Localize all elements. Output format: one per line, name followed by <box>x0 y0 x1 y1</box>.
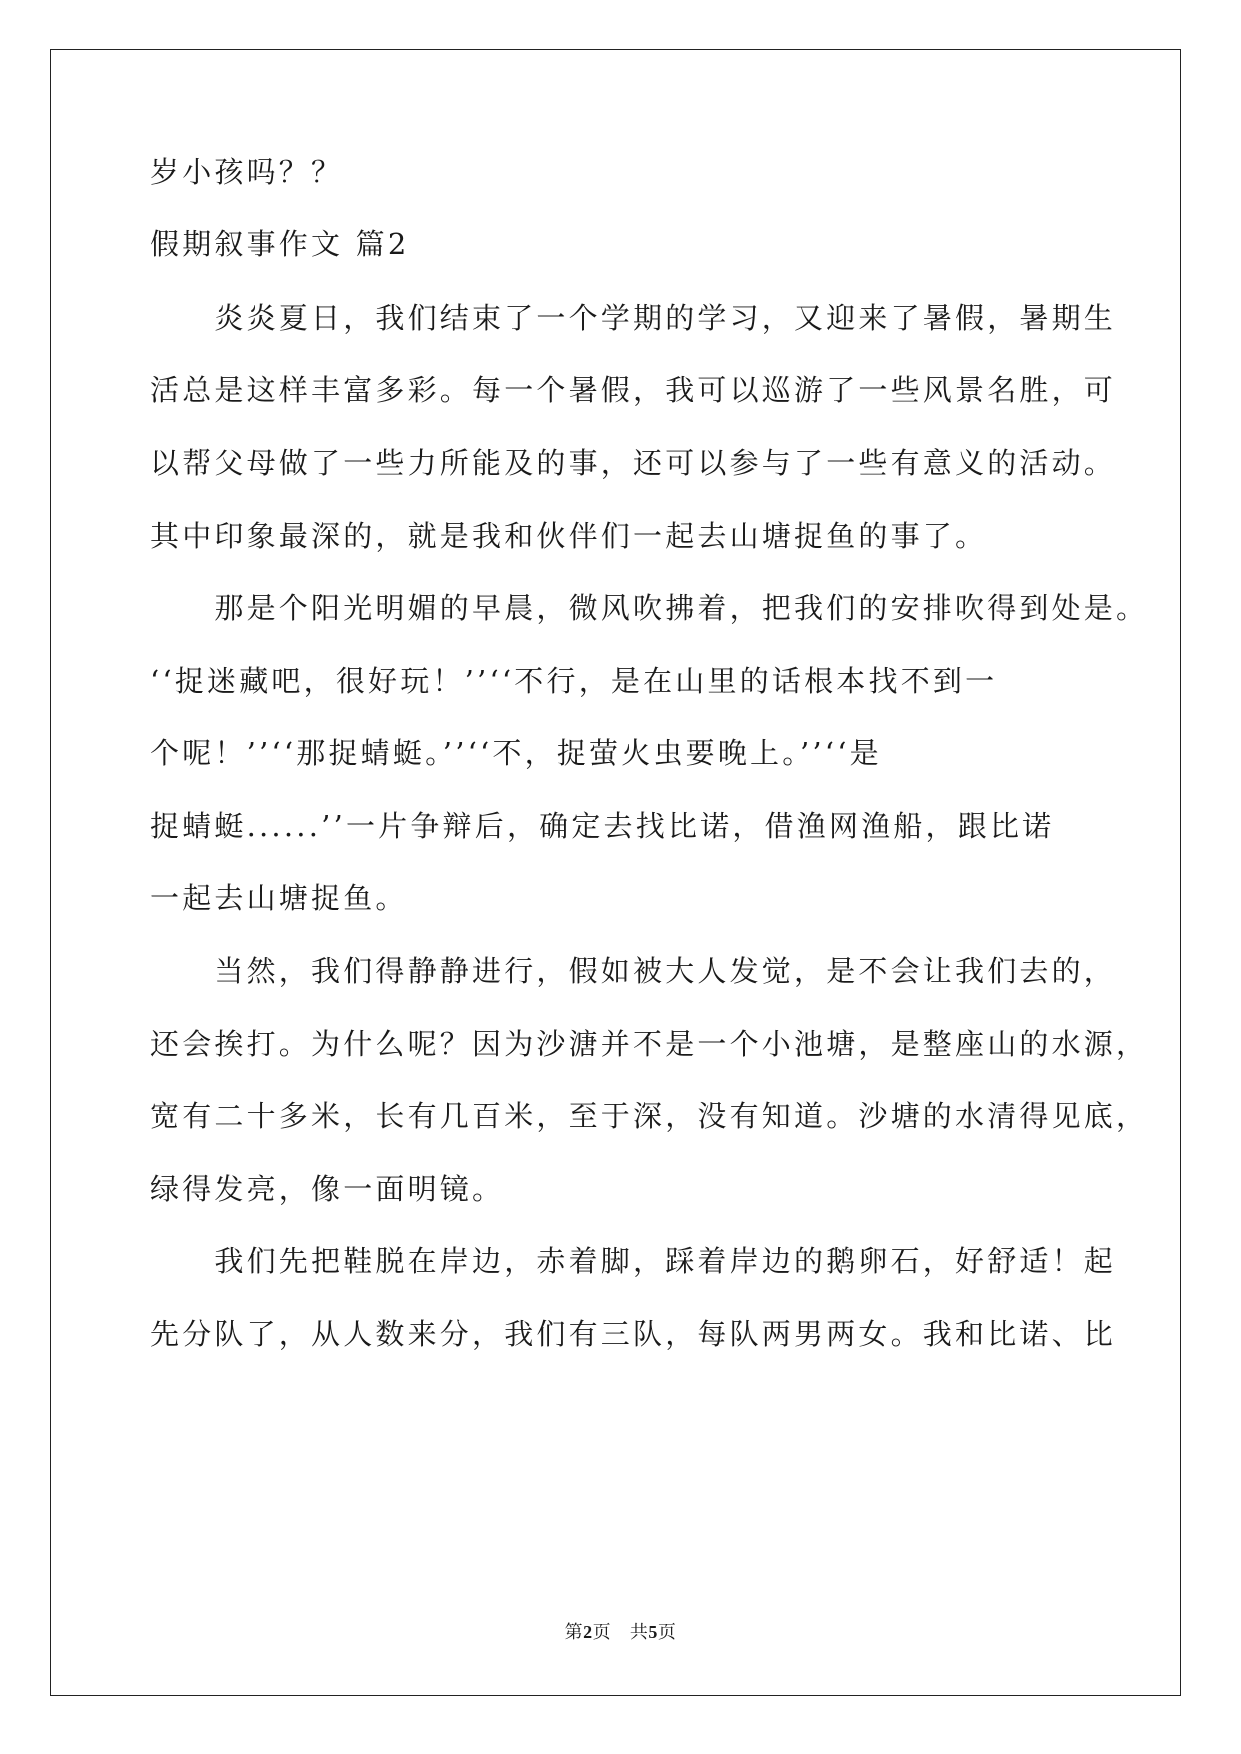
text-line: 绿得发亮，像一面明镜。 <box>150 1172 505 1206</box>
page-total: 5 <box>648 1622 658 1642</box>
text-line: 当然，我们得静静进行，假如被大人发觉，是不会让我们去的， <box>150 954 1117 988</box>
text-line: 先分队了，从人数来分，我们有三队，每队两男两女。我和比诺、比 <box>150 1317 1117 1351</box>
text-line: 以帮父母做了一些力所能及的事，还可以参与了一些有意义的活动。 <box>150 446 1117 480</box>
text-line: 一起去山塘捉鱼。 <box>150 881 408 915</box>
total-suffix: 页 <box>657 1622 677 1643</box>
text-line: 活总是这样丰富多彩。每一个暑假，我可以巡游了一些风景名胜，可 <box>150 373 1117 407</box>
section-heading: 假期叙事作文 篇2 <box>150 227 410 261</box>
page-current: 2 <box>583 1622 593 1642</box>
text-line: 炎炎夏日，我们结束了一个学期的学习，又迎来了暑假，暑期生 <box>150 301 1117 335</box>
total-prefix: 共 <box>629 1622 649 1643</box>
page-suffix: 页 <box>592 1622 612 1643</box>
text-line: ‘‘捉迷藏吧，很好玩！’’‘‘不行，是在山里的话根本找不到一 <box>150 664 998 698</box>
text-line: 还会挨打。为什么呢？因为沙溏并不是一个小池塘，是整座山的水源， <box>150 1027 1149 1061</box>
page-border <box>50 49 1181 1696</box>
text-line: 岁小孩吗？？ <box>150 155 344 189</box>
page-prefix: 第 <box>564 1622 584 1643</box>
text-line: 我们先把鞋脱在岸边，赤着脚，踩着岸边的鹅卵石，好舒适！起 <box>150 1244 1117 1278</box>
page-footer <box>0 1620 1241 1645</box>
text-line: 宽有二十多米，长有几百米，至于深，没有知道。沙塘的水清得见底， <box>150 1099 1149 1133</box>
text-line: 那是个阳光明媚的早晨，微风吹拂着，把我们的安排吹得到处是。 <box>150 591 1149 625</box>
text-line: 其中印象最深的，就是我和伙伴们一起去山塘捉鱼的事了。 <box>150 519 988 553</box>
text-line: 个呢！’’‘‘那捉蜻蜓。’’‘‘不，捉萤火虫要晚上。’’‘‘是 <box>150 736 882 770</box>
text-line: 捉蜻蜓......’’一片争辩后，确定去找比诺，借渔网渔船，跟比诺 <box>150 809 1055 843</box>
